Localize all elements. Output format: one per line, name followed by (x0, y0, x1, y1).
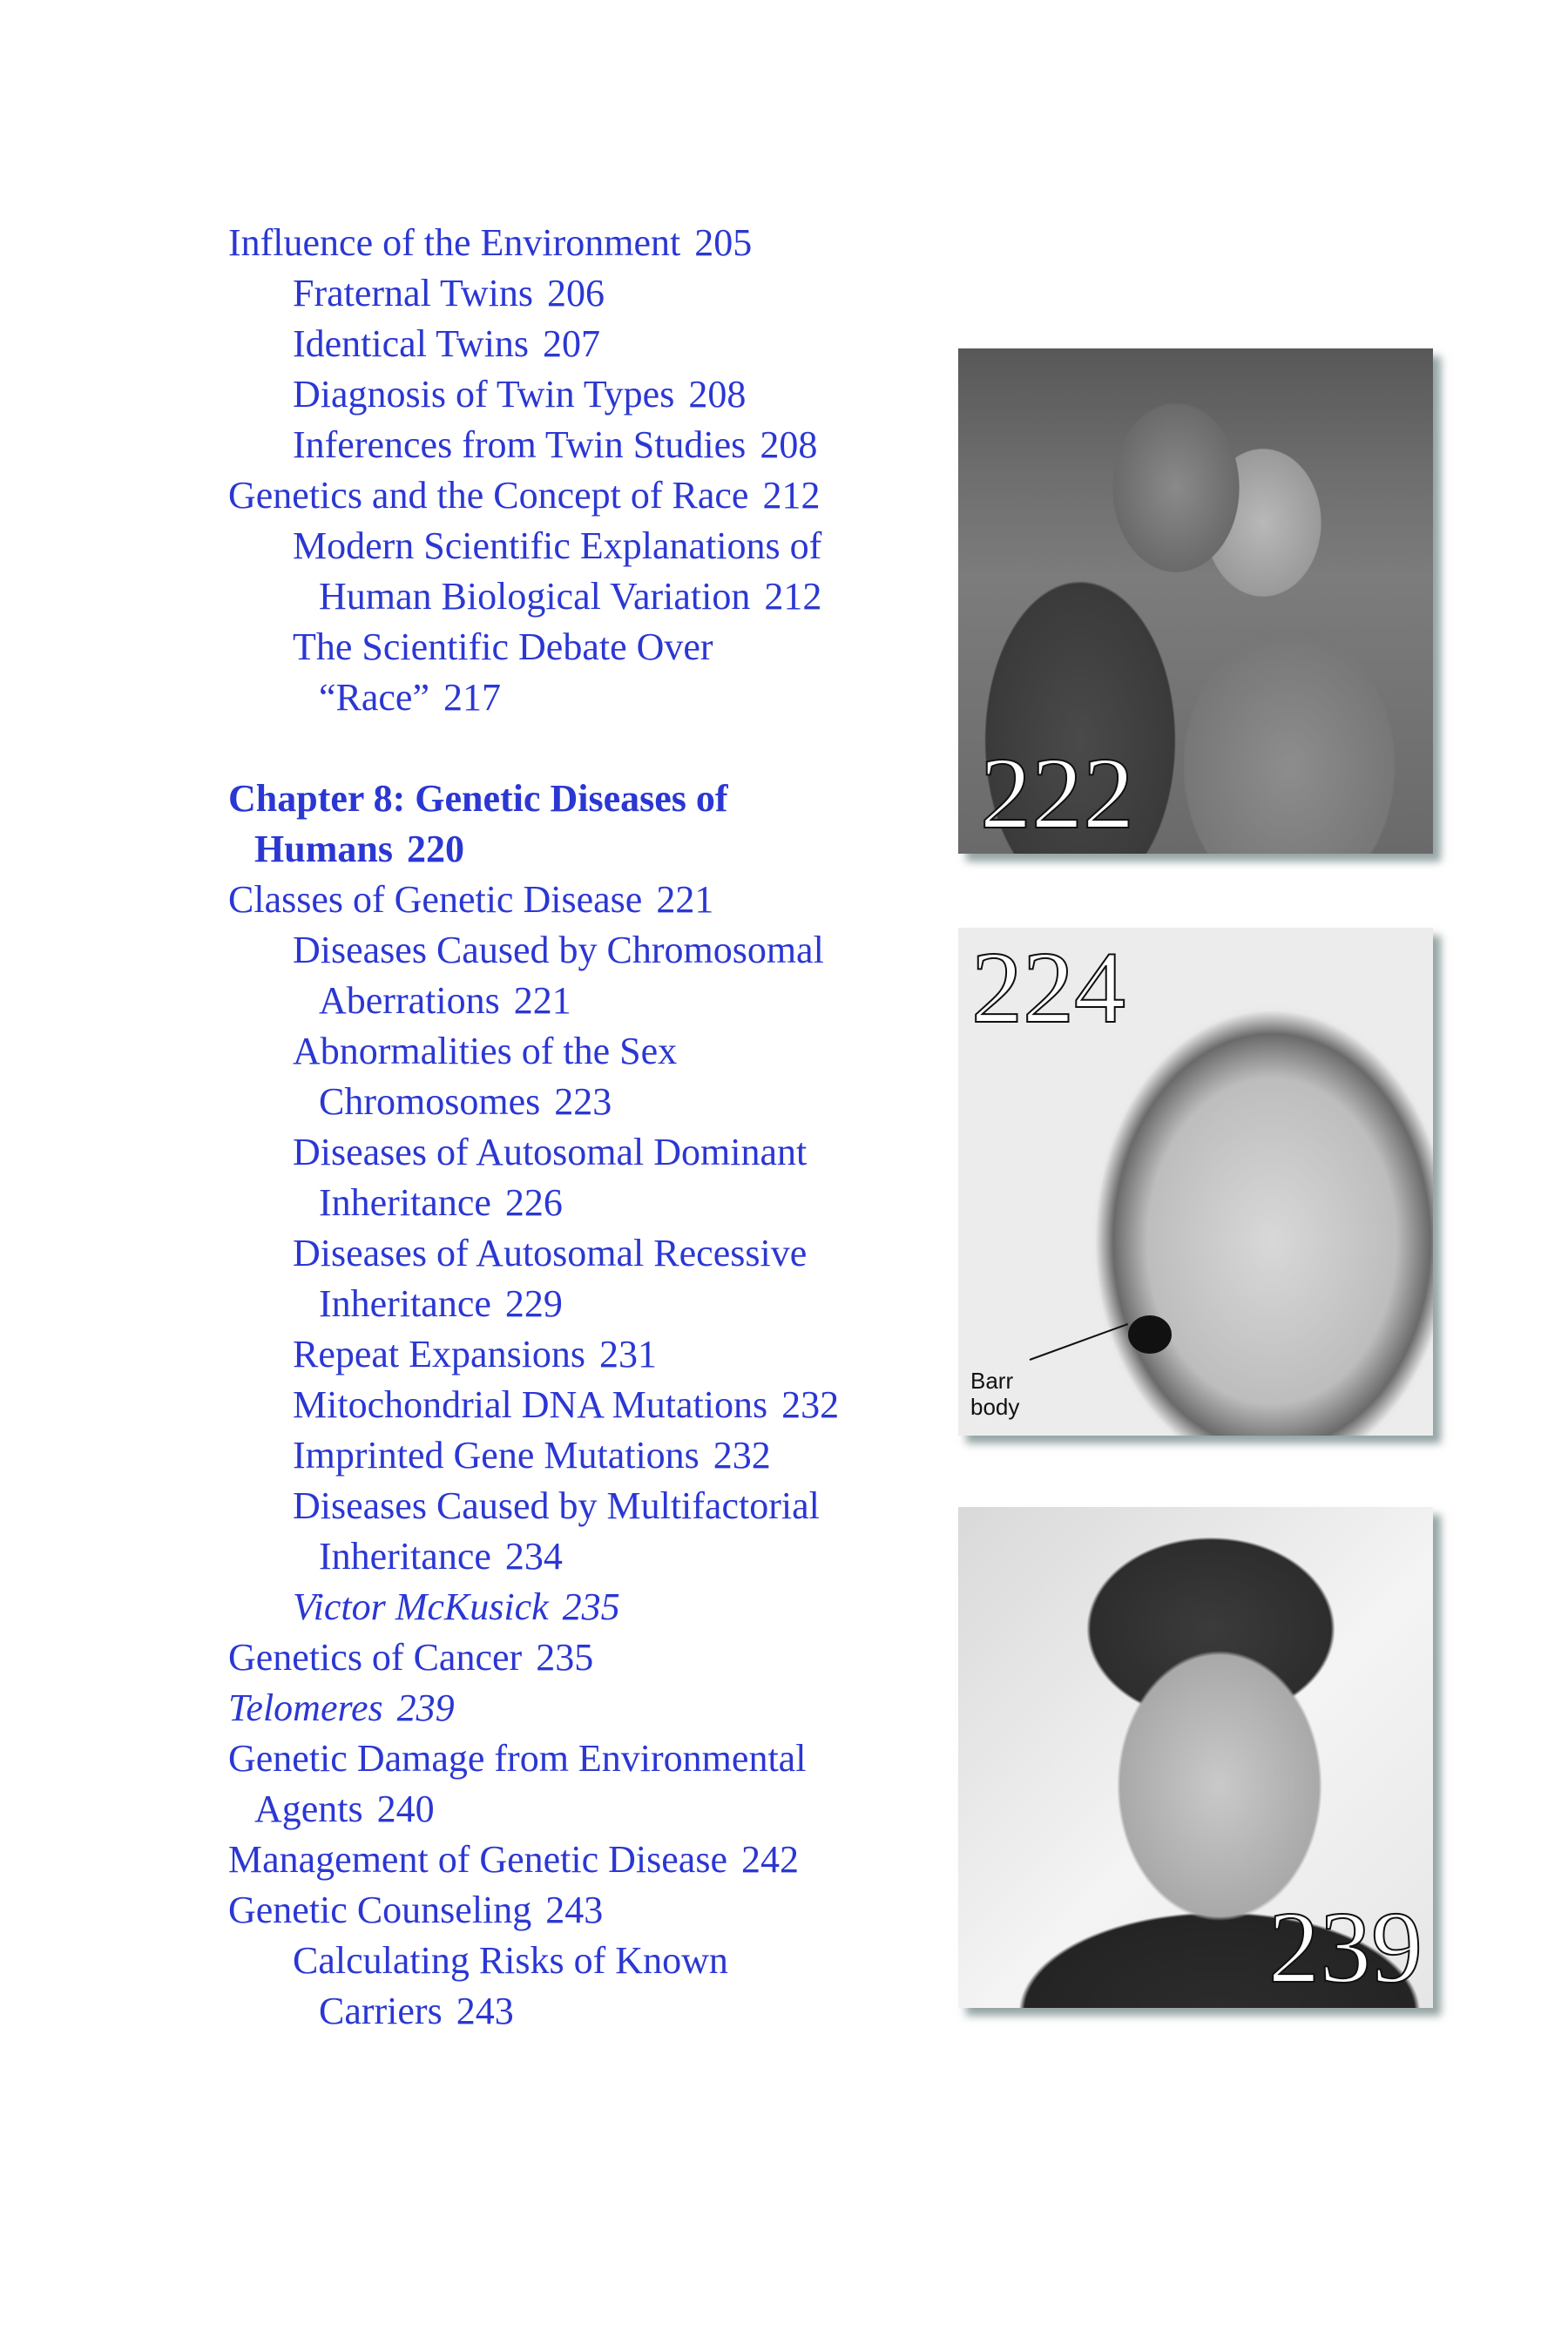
barr-body-label-line: body (970, 1394, 1020, 1420)
toc-page-number: 223 (554, 1080, 612, 1123)
photo-page-number: 222 (980, 736, 1134, 850)
toc-page-number: 207 (543, 322, 601, 365)
photo-portrait (958, 1507, 1433, 2008)
toc-entry[interactable] (293, 925, 977, 1026)
toc-entry-title-continued: Carriers (319, 1990, 443, 2032)
toc-entry-title: Mitochondrial DNA Mutations (293, 1383, 768, 1426)
toc-page-number: 231 (599, 1333, 658, 1375)
toc-entry-title: Calculating Risks of Known (293, 1939, 728, 1982)
toc-entry[interactable] (293, 1228, 977, 1329)
toc-page-number: 234 (504, 1535, 563, 1578)
toc-entry[interactable] (228, 1683, 977, 1734)
toc-page-number: 240 (376, 1788, 435, 1830)
toc-page-number: 208 (760, 423, 818, 466)
toc-entry[interactable] (228, 470, 977, 521)
toc-entry-title-continued: Inheritance (319, 1282, 491, 1325)
toc-entry-title: Diagnosis of Twin Types (293, 373, 675, 416)
barr-body-label (970, 1368, 1019, 1420)
toc-entry-title-continued: Human Biological Variation (319, 575, 751, 618)
toc-page-number: 243 (456, 1990, 514, 2032)
toc-entry[interactable] (293, 1481, 977, 1582)
toc-entry-title: Imprinted Gene Mutations (293, 1434, 700, 1477)
toc-entry[interactable] (293, 1329, 977, 1380)
toc-entry-title-continued: “Race” (319, 676, 429, 719)
toc-entry-title: Fraternal Twins (293, 272, 533, 314)
toc-entry[interactable] (228, 875, 977, 925)
toc-page-number: 242 (741, 1838, 799, 1881)
toc-entry-title: Diseases Caused by Chromosomal (293, 929, 824, 971)
toc-entry[interactable] (228, 1632, 977, 1683)
toc-entry[interactable] (228, 1885, 977, 1936)
toc-entry[interactable] (293, 1127, 977, 1228)
toc-page-number: 208 (688, 373, 747, 416)
photo-page-number: 239 (1268, 1890, 1423, 2004)
toc-page-number: 229 (504, 1282, 563, 1325)
toc-entry-title-continued: Chromosomes (319, 1080, 541, 1123)
toc-spacer (228, 723, 977, 774)
toc-entry[interactable] (293, 1582, 977, 1632)
barr-body-pointer (1030, 1323, 1128, 1361)
toc-entry-title: Identical Twins (293, 322, 530, 365)
toc-entry[interactable] (293, 622, 977, 723)
toc-entry[interactable] (228, 1734, 977, 1835)
toc-entry[interactable] (293, 319, 977, 369)
toc-entry-title: The Scientific Debate Over (293, 625, 713, 668)
toc-entry-title-continued: Inheritance (319, 1535, 491, 1578)
toc-chapter-heading[interactable] (228, 774, 977, 875)
toc-entry-title: Genetic Counseling (228, 1889, 532, 1931)
toc-page-number: 221 (513, 979, 571, 1022)
toc-entry-title: Diseases of Autosomal Recessive (293, 1232, 808, 1274)
toc-entry-title-continued: Aberrations (319, 979, 500, 1022)
toc-entry-title: Inferences from Twin Studies (293, 423, 747, 466)
toc-entry[interactable] (228, 1835, 977, 1885)
toc-entry-title-continued: Humans (254, 828, 393, 870)
toc-page-number: 232 (713, 1434, 771, 1477)
toc-page-number: 212 (764, 575, 822, 618)
toc-entry-title: Genetic Damage from Environmental (228, 1737, 807, 1780)
toc-entry[interactable] (293, 1380, 977, 1430)
toc-entry-title-continued: Inheritance (319, 1181, 491, 1224)
toc-entry-title: Genetics of Cancer (228, 1636, 523, 1679)
photo-couple (958, 348, 1433, 854)
toc-entry[interactable] (293, 369, 977, 420)
toc-entry-title: Chapter 8: Genetic Diseases of (228, 777, 728, 820)
toc-page-number: 220 (406, 828, 464, 870)
toc-page-number: 235 (562, 1585, 620, 1628)
toc-entry-title: Repeat Expansions (293, 1333, 586, 1375)
toc-page-number: 239 (396, 1686, 455, 1729)
toc-page-number: 243 (545, 1889, 604, 1931)
barr-body-label-line: Barr (970, 1368, 1014, 1394)
toc-entry-title: Abnormalities of the Sex (293, 1030, 678, 1072)
toc-page-number: 206 (546, 272, 605, 314)
toc-entry-title-continued: Agents (254, 1788, 363, 1830)
photo-barr-body (958, 928, 1433, 1436)
toc-entry-title: Genetics and the Concept of Race (228, 474, 749, 517)
toc-entry-title: Telomeres (228, 1686, 383, 1729)
toc-entry-title: Victor McKusick (293, 1585, 549, 1628)
toc-entry-title: Classes of Genetic Disease (228, 878, 643, 921)
toc-entry[interactable] (293, 268, 977, 319)
toc-entry-title: Diseases of Autosomal Dominant (293, 1131, 808, 1173)
toc-entry[interactable] (228, 218, 977, 268)
toc-page-number: 221 (656, 878, 714, 921)
toc-page-number: 217 (443, 676, 501, 719)
barr-body-marker (1128, 1315, 1172, 1354)
toc-entry[interactable] (293, 1026, 977, 1127)
toc-entry-title: Diseases Caused by Multifactorial (293, 1484, 820, 1527)
toc-page-number: 212 (762, 474, 821, 517)
toc-entry-title: Management of Genetic Disease (228, 1838, 727, 1881)
toc-entry[interactable] (293, 521, 977, 622)
toc-entry[interactable] (293, 1936, 977, 2037)
photo-page-number: 224 (971, 930, 1125, 1044)
toc-page-number: 226 (504, 1181, 563, 1224)
toc-entry[interactable] (293, 1430, 977, 1481)
toc-page-number: 205 (694, 221, 753, 264)
toc-page-number: 235 (536, 1636, 594, 1679)
toc-page-number: 232 (781, 1383, 840, 1426)
toc-entry[interactable] (293, 420, 977, 470)
toc-entry-title: Influence of the Environment (228, 221, 681, 264)
toc-entry-title: Modern Scientific Explanations of (293, 524, 822, 567)
table-of-contents (228, 218, 977, 2037)
